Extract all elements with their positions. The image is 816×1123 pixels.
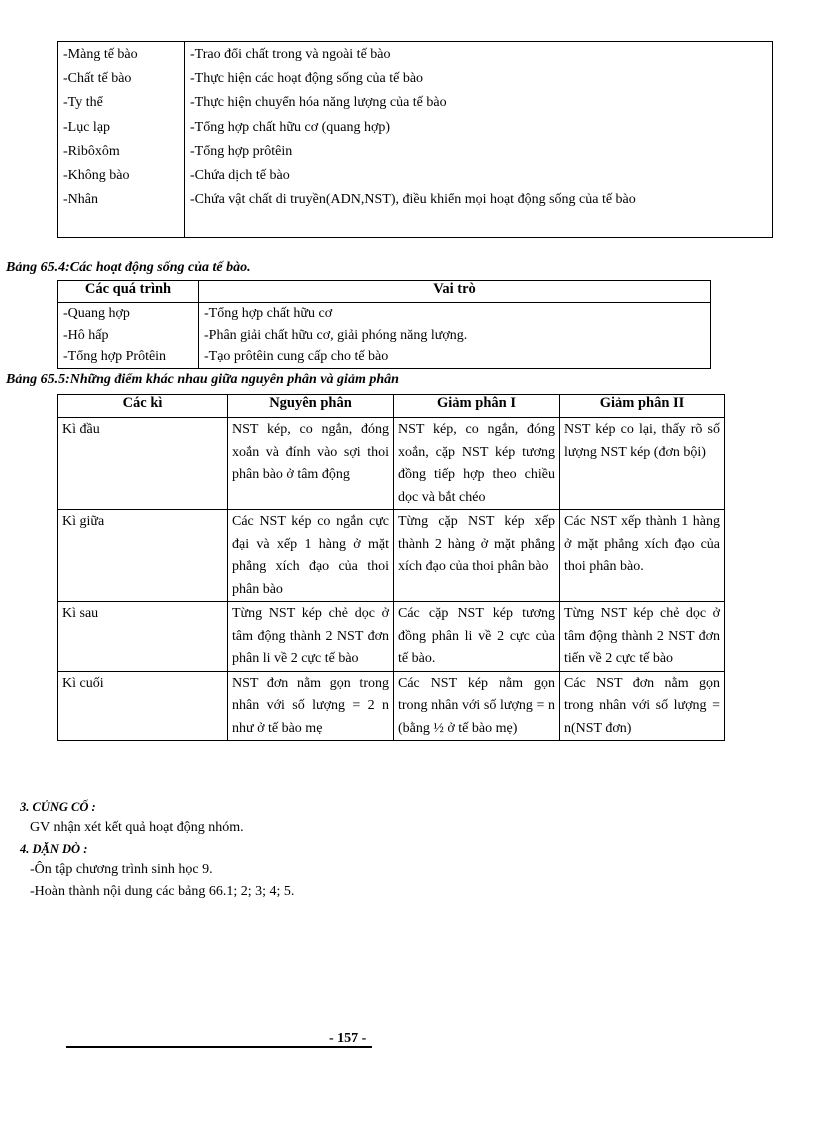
mitosis-cell: Các NST kép co ngắn cực đại và xếp 1 hàng ở mặt phẳng xích đạo của thoi phân bào <box>228 510 394 602</box>
meiosis-1-cell: NST kép, co ngắn, đóng xoắn, cặp NST kép tương đồng tiếp hợp theo chiều dọc và bắt chéo <box>394 418 560 510</box>
process-role: -Tạo prôtêin cung cấp cho tế bào <box>199 346 711 368</box>
phase-name: Kì sau <box>58 602 228 672</box>
table-row <box>58 418 725 510</box>
table-row <box>58 510 725 602</box>
table-row <box>58 188 773 212</box>
organelle-name: -Lục lạp <box>58 116 185 140</box>
blank-cell <box>185 212 773 237</box>
header-meiosis-2: Giảm phân II <box>560 395 725 418</box>
process-name: -Tổng hợp Prôtêin <box>58 346 199 368</box>
section-4-line: -Hoàn thành nội dung các bảng 66.1; 2; 3; 4; 5. <box>30 884 295 899</box>
header-mitosis: Nguyên phân <box>228 395 394 418</box>
organelle-name: -Chất tế bào <box>58 67 185 91</box>
organelle-name: -Không bào <box>58 164 185 188</box>
meiosis-1-cell: Các NST kép nằm gọn trong nhân với số lượng = n (bằng ½ ở tế bào mẹ) <box>394 671 560 741</box>
mitosis-cell: NST đơn nằm gọn trong nhân với số lượng = 2 n như ở tế bào mẹ <box>228 671 394 741</box>
table-row <box>58 42 773 68</box>
process-role: -Phân giải chất hữu cơ, giải phóng năng lượng. <box>199 325 711 347</box>
organelle-role: -Tổng hợp prôtêin <box>185 140 773 164</box>
section-4-heading: 4. DẶN DÒ : <box>20 842 88 856</box>
header-role: Vai trò <box>199 281 711 303</box>
life-activities-table <box>57 280 711 369</box>
section-3-heading: 3. CỦNG CỐ : <box>20 800 96 814</box>
mitosis-cell: NST kép, co ngắn, đóng xoắn và đính vào sợi thoi phân bào ở tâm động <box>228 418 394 510</box>
header-phases: Các kì <box>58 395 228 418</box>
organelle-role: -Chứa dịch tế bào <box>185 164 773 188</box>
mitosis-cell: Từng NST kép chẻ dọc ở tâm động thành 2 NST đơn phân li về 2 cực tế bào <box>228 602 394 672</box>
table-row <box>58 91 773 115</box>
table-row <box>58 346 711 368</box>
table-row <box>58 164 773 188</box>
organelle-name: -Ty thể <box>58 91 185 115</box>
process-name: -Hô hấp <box>58 325 199 347</box>
table-65-5-caption: Bảng 65.5:Những điểm khác nhau giữa nguyên phân và giảm phân <box>6 372 399 387</box>
table-row <box>58 671 725 741</box>
organelle-table-body <box>58 42 773 238</box>
table-65-4-caption: Bảng 65.4:Các hoạt động sống của tế bào. <box>6 260 251 275</box>
header-meiosis-1: Giảm phân I <box>394 395 560 418</box>
process-role: -Tổng hợp chất hữu cơ <box>199 303 711 325</box>
table-row <box>58 303 711 325</box>
phase-name: Kì đầu <box>58 418 228 510</box>
meiosis-1-cell: Các cặp NST kép tương đồng phân li về 2 cực của tế bào. <box>394 602 560 672</box>
organelle-role: -Tổng hợp chất hữu cơ (quang hợp) <box>185 116 773 140</box>
table-row <box>58 325 711 347</box>
meiosis-2-cell: NST kép co lại, thấy rõ số lượng NST kép (đơn bội) <box>560 418 725 510</box>
mitosis-meiosis-table <box>57 394 725 741</box>
life-activities-table-body <box>58 303 711 369</box>
table-row <box>58 67 773 91</box>
table-row-blank <box>58 212 773 237</box>
meiosis-2-cell: Các NST xếp thành 1 hàng ở mặt phẳng xích đạo của thoi phân bào. <box>560 510 725 602</box>
page-number: - 157 - <box>329 1031 367 1046</box>
table-row <box>58 116 773 140</box>
section-4-line: -Ôn tập chương trình sinh học 9. <box>30 862 213 877</box>
organelle-name: -Màng tế bào <box>58 42 185 68</box>
table-header-row <box>58 395 725 418</box>
phase-name: Kì cuối <box>58 671 228 741</box>
table-header-row <box>58 281 711 303</box>
organelle-role: -Thực hiện chuyển hóa năng lượng của tế bào <box>185 91 773 115</box>
header-processes: Các quá trình <box>58 281 199 303</box>
table-row <box>58 140 773 164</box>
organelle-name: -Ribôxôm <box>58 140 185 164</box>
mitosis-meiosis-table-body <box>58 418 725 741</box>
blank-cell <box>58 212 185 237</box>
phase-name: Kì giữa <box>58 510 228 602</box>
meiosis-1-cell: Từng cặp NST kép xếp thành 2 hàng ở mặt phẳng xích đạo của thoi phân bào <box>394 510 560 602</box>
table-row <box>58 602 725 672</box>
organelle-role: -Trao đổi chất trong và ngoài tế bào <box>185 42 773 68</box>
organelle-name: -Nhân <box>58 188 185 212</box>
organelle-table <box>57 41 773 238</box>
meiosis-2-cell: Từng NST kép chẻ dọc ở tâm động thành 2 NST đơn tiến về 2 cực tế bào <box>560 602 725 672</box>
organelle-role: -Chứa vật chất di truyền(ADN,NST), điều khiển mọi hoạt động sống của tế bào <box>185 188 773 212</box>
organelle-role: -Thực hiện các hoạt động sống của tế bào <box>185 67 773 91</box>
footer-rule <box>66 1046 372 1048</box>
process-name: -Quang hợp <box>58 303 199 325</box>
section-3-text: GV nhận xét kết quả hoạt động nhóm. <box>30 820 244 835</box>
meiosis-2-cell: Các NST đơn nằm gọn trong nhân với số lượng = n(NST đơn) <box>560 671 725 741</box>
